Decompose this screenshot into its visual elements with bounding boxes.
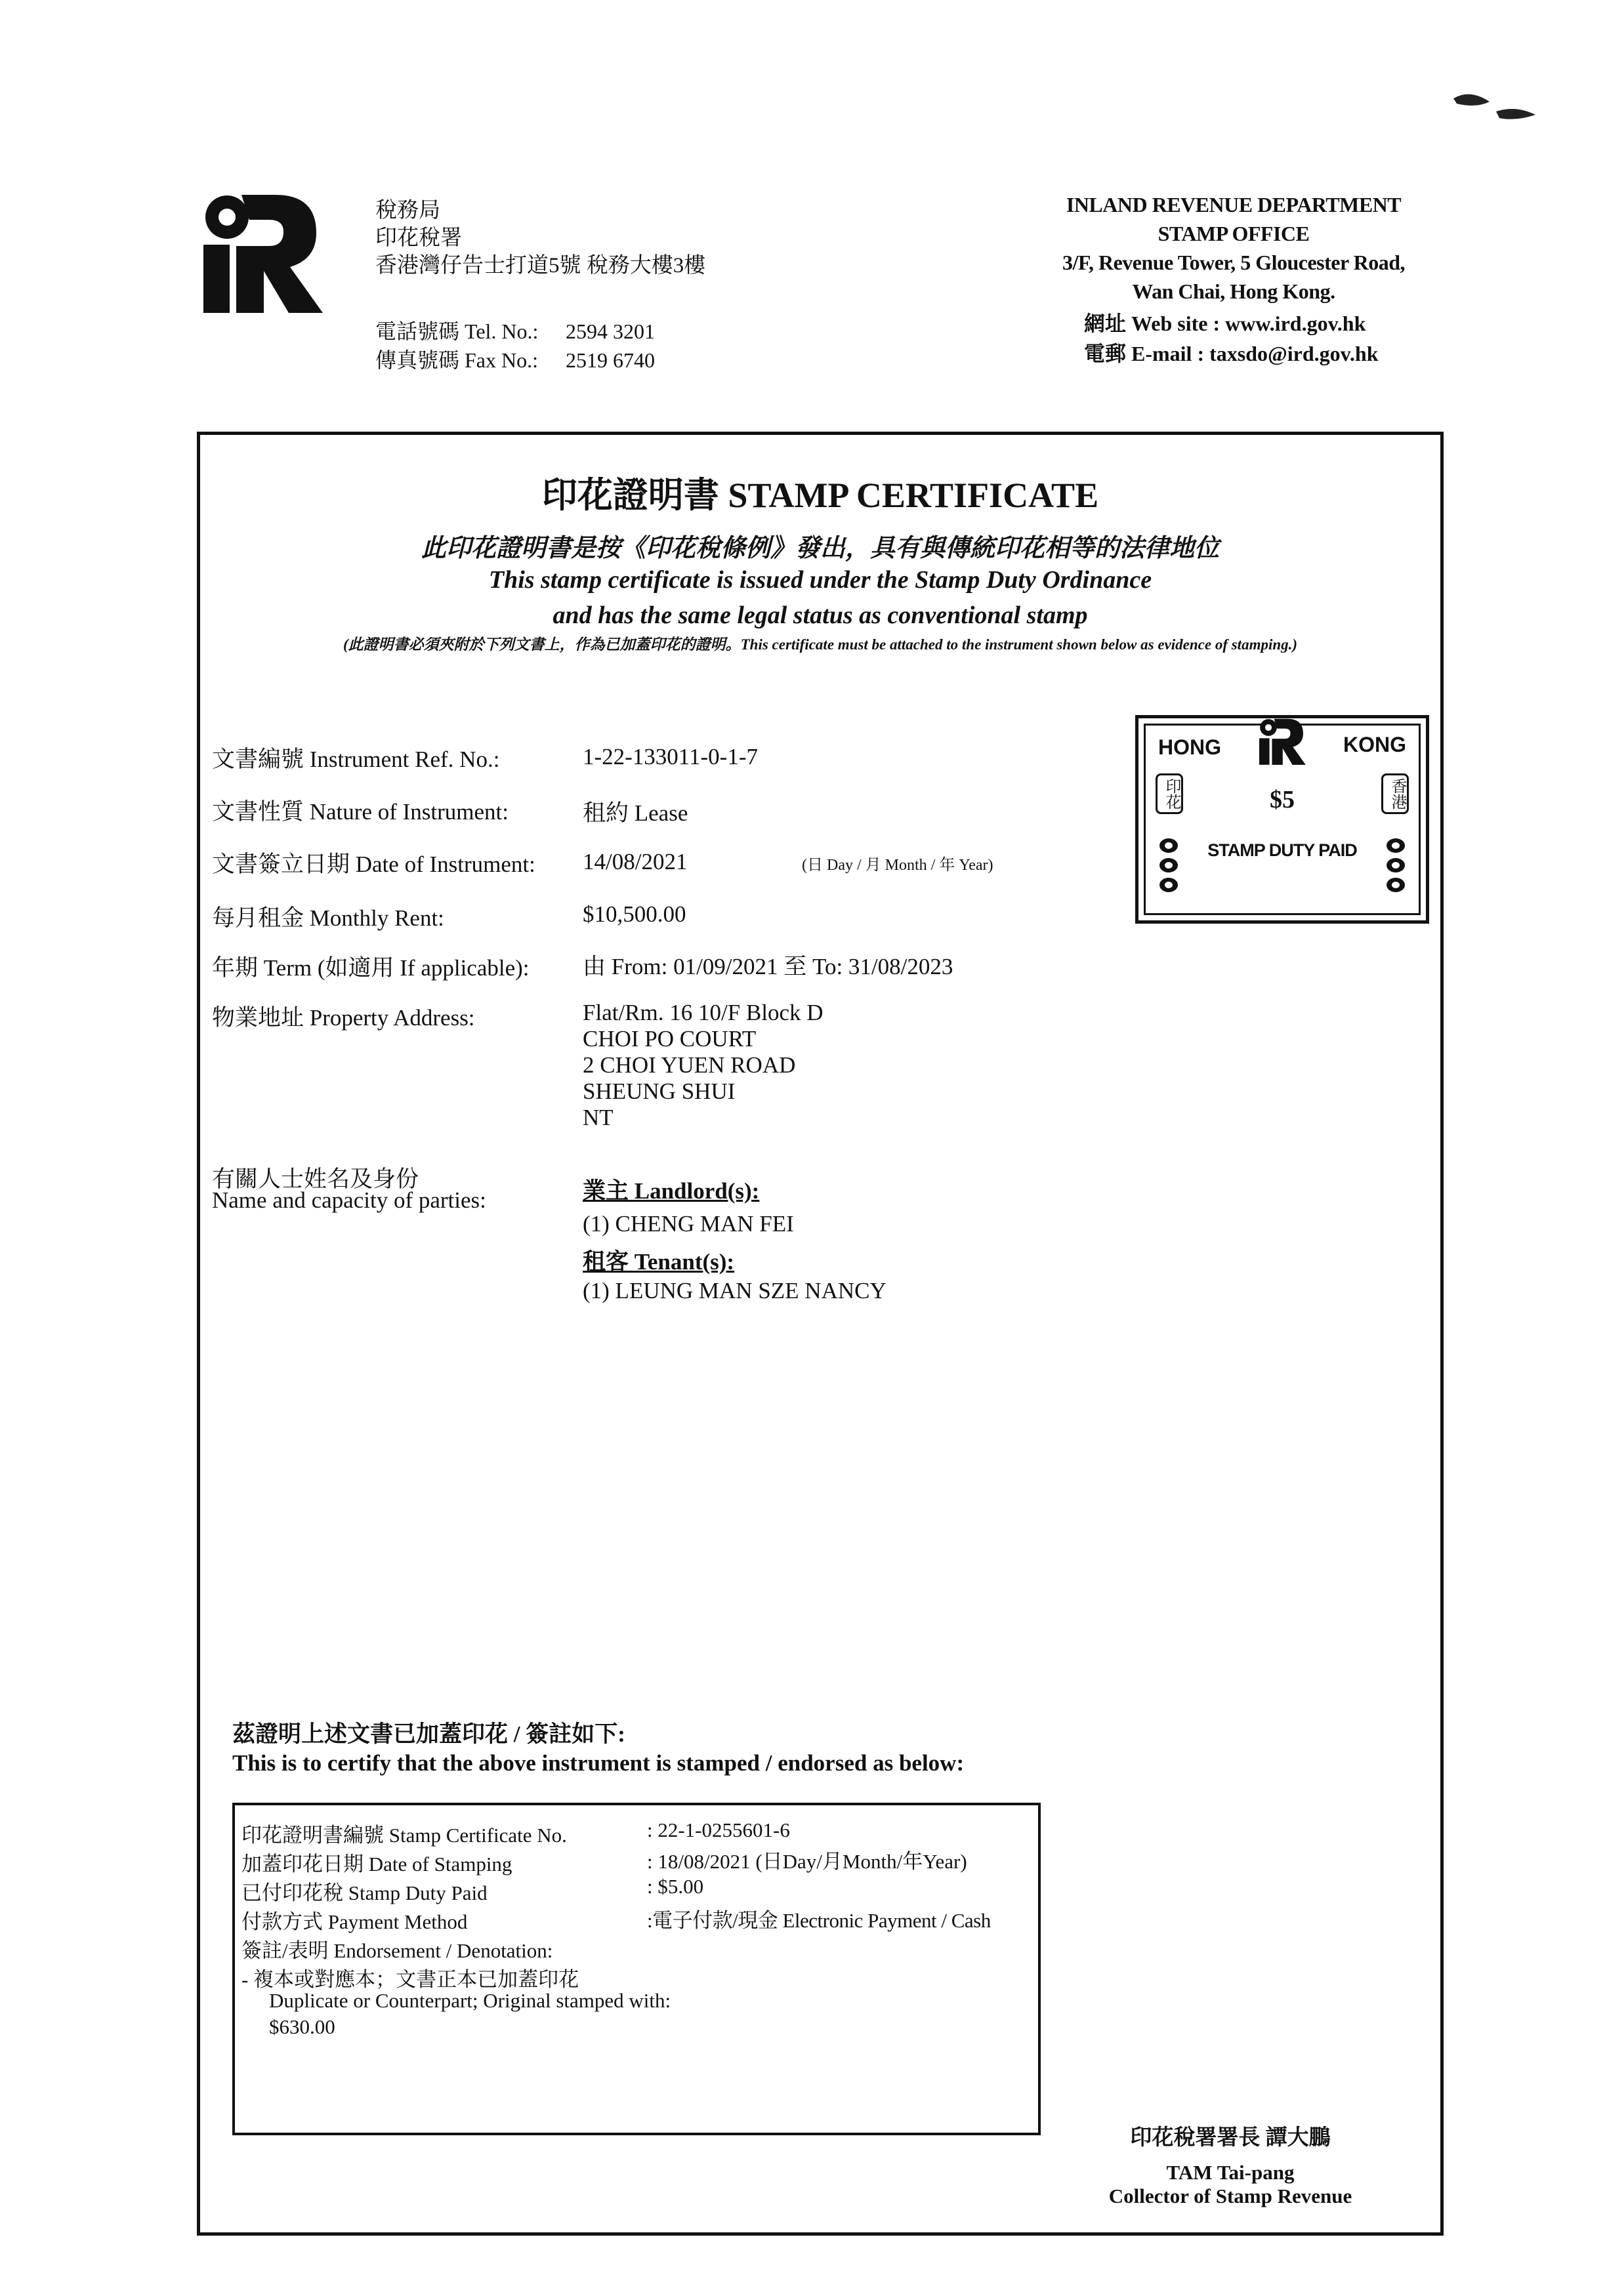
address-line-3: 2 CHOI YUEN ROAD — [583, 1052, 796, 1078]
denotation-label: 簽註/表明 Endorsement / Denotation: — [241, 1939, 553, 1962]
web-label: 網址 Web site : — [1084, 312, 1221, 335]
email-label: 電郵 E-mail : — [1084, 342, 1205, 365]
duty-paid-label: 已付印花稅 Stamp Duty Paid — [241, 1881, 488, 1904]
tel-label: 電話號碼 Tel. No.: — [375, 319, 539, 343]
endorsement-heading-en: This is to certify that the above instrument is stamped / endorsed as below: — [232, 1750, 965, 1776]
cert-no-value: : 22-1-0255601-6 — [647, 1818, 790, 1841]
tel-value: 2594 3201 — [566, 319, 655, 343]
term-label: 年期 Term (如適用 If applicable): — [212, 955, 530, 981]
address-label: 物業地址 Property Address: — [212, 1005, 475, 1031]
stamp-kong: KONG — [1343, 733, 1406, 756]
web-link[interactable]: www.ird.gov.hk — [1225, 312, 1366, 335]
nature-value: 租約 Lease — [583, 800, 688, 826]
payment-method-value: :電子付款/現金 Electronic Payment / Cash — [647, 1909, 991, 1932]
tenant-heading: 租客 Tenant(s): — [583, 1249, 735, 1275]
denotation-line-3: $630.00 — [269, 2015, 335, 2038]
rent-label: 每月租金 Monthly Rent: — [212, 905, 444, 931]
collector-title-zh: 印花稅署署長 譚大鵬 — [1130, 2126, 1331, 2150]
parties-label-en: Name and capacity of parties: — [212, 1187, 486, 1213]
ref-value: 1-22-133011-0-1-7 — [583, 744, 758, 769]
stamp-hong: HONG — [1158, 735, 1221, 759]
endorsement-box — [232, 1803, 1041, 2135]
office-address-en-1: 3/F, Revenue Tower, 5 Gloucester Road, — [1062, 251, 1406, 274]
ref-label: 文書編號 Instrument Ref. No.: — [212, 747, 500, 772]
office-name-en: STAMP OFFICE — [1158, 222, 1310, 245]
landlord-heading: 業主 Landlord(s): — [583, 1178, 760, 1204]
date-format-hint: (日 Day / 月 Month / 年 Year) — [802, 857, 993, 874]
statement-en-1: This stamp certificate is issued under the Stamp Duty Ordinance — [488, 566, 1152, 594]
office-name-zh: 印花稅署 — [375, 226, 462, 250]
fax-value: 2519 6740 — [566, 348, 655, 372]
stamp-caption: STAMP DUTY PAID — [1207, 840, 1357, 860]
certificate-title: 印花證明書 STAMP CERTIFICATE — [541, 476, 1099, 515]
address-line-1: Flat/Rm. 16 10/F Block D — [583, 1000, 824, 1025]
stamping-date-value: : 18/08/2021 (日Day/月Month/年Year) — [647, 1850, 967, 1873]
stamp-amount: $5 — [1270, 786, 1295, 813]
dept-name-zh: 稅務局 — [375, 199, 440, 222]
date-value: 14/08/2021 — [583, 849, 688, 874]
address-line-4: SHEUNG SHUI — [583, 1078, 736, 1104]
stamp-ornament-right — [1384, 836, 1408, 902]
dept-name-en: INLAND REVENUE DEPARTMENT — [1066, 193, 1402, 216]
ird-logo — [203, 194, 325, 315]
fax-label: 傳真號碼 Fax No.: — [375, 348, 539, 372]
tenant-name: (1) LEUNG MAN SZE NANCY — [583, 1278, 887, 1303]
nature-label: 文書性質 Nature of Instrument: — [212, 799, 509, 825]
date-label: 文書簽立日期 Date of Instrument: — [212, 851, 535, 877]
office-address-zh: 香港灣仔告士打道5號 稅務大樓3樓 — [375, 254, 706, 277]
stamp-side-left: 印花 — [1156, 773, 1183, 814]
email-link[interactable]: taxsdo@ird.gov.hk — [1209, 342, 1379, 365]
attachment-note: (此證明書必須夾附於下列文書上，作為已加蓋印花的證明。This certificate must be attached to the instrument shown below as evidence of stamping.) — [343, 636, 1298, 653]
stamping-date-label: 加蓋印花日期 Date of Stamping — [241, 1853, 512, 1876]
address-line-5: NT — [583, 1105, 614, 1130]
rent-value: $10,500.00 — [583, 901, 686, 927]
denotation-line-1: - 複本或對應本；文書正本已加蓋印花 — [241, 1968, 579, 1991]
payment-method-label: 付款方式 Payment Method — [241, 1910, 468, 1933]
cert-no-label: 印花證明書編號 Stamp Certificate No. — [241, 1824, 567, 1847]
denotation-line-2: Duplicate or Counterpart; Original stamped with: — [269, 1989, 671, 2012]
landlord-name: (1) CHENG MAN FEI — [583, 1211, 794, 1237]
term-value: 由 From: 01/09/2021 至 To: 31/08/2023 — [583, 954, 953, 979]
endorsement-heading-zh: 茲證明上述文書已加蓋印花 / 簽註如下: — [232, 1721, 625, 1747]
scan-mark — [1450, 85, 1542, 131]
stamp-impression — [1135, 715, 1429, 924]
stamp-side-right: 香港 — [1381, 773, 1409, 814]
collector-name-en: TAM Tai-pang — [1166, 2161, 1295, 2184]
stamp-ird-logo — [1257, 718, 1309, 766]
statement-zh: 此印花證明書是按《印花稅條例》發出，具有與傳統印花相等的法律地位 — [421, 535, 1219, 562]
address-line-2: CHOI PO COURT — [583, 1026, 757, 1052]
statement-en-2: and has the same legal status as conventional stamp — [553, 602, 1088, 629]
duty-paid-value: : $5.00 — [647, 1875, 704, 1898]
office-address-en-2: Wan Chai, Hong Kong. — [1132, 279, 1335, 303]
stamp-ornament-left — [1157, 836, 1180, 902]
parties-label-zh: 有關人士姓名及身份 — [212, 1166, 419, 1192]
collector-title-en: Collector of Stamp Revenue — [1108, 2184, 1352, 2207]
